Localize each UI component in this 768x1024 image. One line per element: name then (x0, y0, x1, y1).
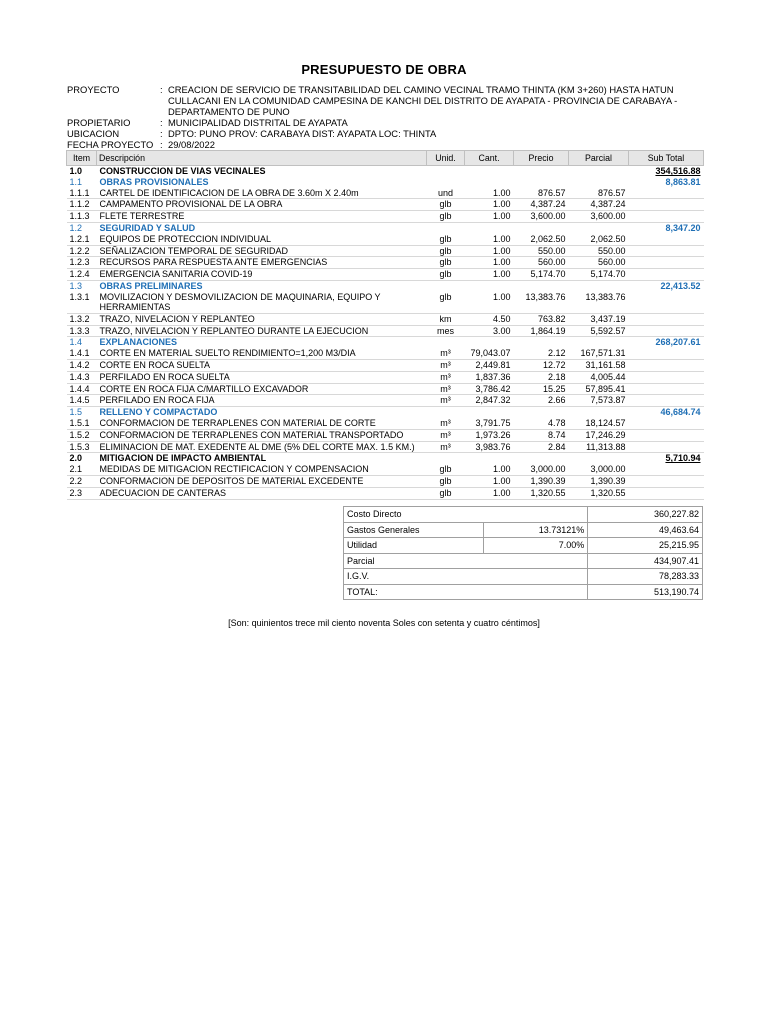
cell-item: 1.3.2 (67, 313, 97, 325)
cell-desc: CONFORMACION DE TERRAPLENES CON MATERIAL DE CORTE (97, 418, 427, 429)
cell-item: 2.1 (67, 464, 97, 475)
cell-item: 1.4.5 (67, 395, 97, 407)
cell-partial: 3,600.00 (569, 211, 629, 223)
cell-desc: EMERGENCIA SANITARIA COVID-19 (97, 269, 427, 281)
cell-price: 3,000.00 (514, 464, 569, 475)
cell-partial: 7,573.87 (569, 395, 629, 407)
cell-qty (465, 177, 514, 188)
cell-subtotal (629, 429, 704, 441)
cell-partial: 57,895.41 (569, 383, 629, 395)
cell-subtotal (629, 475, 704, 487)
cell-qty: 1.00 (465, 188, 514, 199)
cell-price: 2.18 (514, 371, 569, 383)
cell-partial: 13,383.76 (569, 292, 629, 314)
cell-partial: 3,437.19 (569, 313, 629, 325)
cell-price: 13,383.76 (514, 292, 569, 314)
cell-price (514, 337, 569, 348)
summary-pct: 7.00% (483, 538, 588, 554)
table-row (67, 441, 704, 453)
summary-body (344, 507, 703, 600)
cell-desc: TRAZO, NIVELACION Y REPLANTEO DURANTE LA EJECUCION (97, 325, 427, 337)
cell-partial (569, 407, 629, 418)
header-cant: Cant. (465, 151, 514, 166)
group-row (67, 280, 704, 291)
cell-price: 12.72 (514, 359, 569, 371)
summary-value: 360,227.82 (588, 507, 703, 523)
cell-qty (465, 453, 514, 464)
colon: : (160, 117, 163, 128)
ubicacion-row (67, 128, 707, 139)
cell-unit: m³ (427, 371, 465, 383)
cell-price: 15.25 (514, 383, 569, 395)
cell-subtotal (629, 371, 704, 383)
cell-price (514, 166, 569, 177)
cell-desc: CONFORMACION DE DEPOSITOS DE MATERIAL EXCEDENTE (97, 475, 427, 487)
cell-unit: glb (427, 487, 465, 499)
cell-qty: 2,449.81 (465, 359, 514, 371)
cell-item: 1.3 (69, 280, 83, 291)
cell-qty: 1,837.36 (465, 371, 514, 383)
cell-price (514, 453, 569, 464)
cell-subtotal (629, 313, 704, 325)
cell-unit (427, 453, 465, 464)
cell-desc: CORTE EN MATERIAL SUELTO RENDIMIENTO=1,200 M3/DIA (97, 348, 427, 359)
cell-qty: 1.00 (465, 464, 514, 475)
cell-item: 1.5 (69, 407, 83, 418)
cell-subtotal: 268,207.61 (655, 337, 701, 348)
cell-subtotal: 8,347.20 (665, 222, 701, 233)
cell-desc: MEDIDAS DE MITIGACION RECTIFICACION Y COMPENSACION (97, 464, 427, 475)
summary-value: 25,215.95 (588, 538, 703, 554)
cell-item: 1.3.3 (67, 325, 97, 337)
cell-partial: 2,062.50 (569, 234, 629, 245)
cell-item: 1.2.2 (67, 245, 97, 257)
header-precio: Precio (514, 151, 569, 166)
cell-subtotal: 354,516.88 (655, 166, 701, 176)
summary-row (344, 538, 703, 554)
cell-unit: glb (427, 234, 465, 245)
cell-subtotal: 5,710.94 (665, 453, 701, 464)
cell-desc: CORTE EN ROCA FIJA C/MARTILLO EXCAVADOR (97, 383, 427, 395)
section-row (67, 166, 704, 177)
cell-subtotal (629, 257, 704, 269)
section-row (67, 453, 704, 464)
cell-desc: RECURSOS PARA RESPUESTA ANTE EMERGENCIAS (97, 257, 427, 269)
cell-partial: 4,387.24 (569, 199, 629, 211)
cell-qty: 3,786.42 (465, 383, 514, 395)
cell-unit: m³ (427, 441, 465, 453)
table-row (67, 257, 704, 269)
summary-value: 49,463.64 (588, 522, 703, 538)
cell-item: 1.5.3 (67, 441, 97, 453)
cell-price: 560.00 (514, 257, 569, 269)
cell-unit: glb (427, 257, 465, 269)
cell-partial: 31,161.58 (569, 359, 629, 371)
cell-partial: 550.00 (569, 245, 629, 257)
summary-row (344, 584, 703, 600)
cell-price: 4.78 (514, 418, 569, 429)
summary-label: I.G.V. (344, 569, 588, 585)
cell-qty: 3,791.75 (465, 418, 514, 429)
cell-partial: 1,390.39 (569, 475, 629, 487)
cell-price: 1,320.55 (514, 487, 569, 499)
header-parcial: Parcial (569, 151, 629, 166)
cell-price: 2.66 (514, 395, 569, 407)
colon: : (160, 139, 163, 150)
cell-partial (569, 222, 629, 233)
cell-price: 8.74 (514, 429, 569, 441)
cell-unit: glb (427, 464, 465, 475)
table-row (67, 383, 704, 395)
cell-unit (427, 337, 465, 348)
group-row (67, 222, 704, 233)
cell-desc: CONFORMACION DE TERRAPLENES CON MATERIAL TRANSPORTADO (97, 429, 427, 441)
table-row (67, 359, 704, 371)
table-row (67, 292, 704, 314)
table-row (67, 269, 704, 281)
summary-value: 513,190.74 (588, 584, 703, 600)
cell-unit: m³ (427, 359, 465, 371)
table-row (67, 371, 704, 383)
cell-subtotal (629, 292, 704, 314)
cell-unit: m³ (427, 395, 465, 407)
cell-unit: glb (427, 292, 465, 314)
cell-desc: FLETE TERRESTRE (97, 211, 427, 223)
cell-desc: OBRAS PRELIMINARES (99, 280, 203, 291)
cell-partial: 167,571.31 (569, 348, 629, 359)
ubicacion-label: UBICACION (67, 128, 120, 139)
cell-item: 1.4.2 (67, 359, 97, 371)
cell-desc: ADECUACION DE CANTERAS (97, 487, 427, 499)
cell-partial: 3,000.00 (569, 464, 629, 475)
cell-partial: 11,313.88 (569, 441, 629, 453)
cell-qty: 3,983.76 (465, 441, 514, 453)
cell-qty (465, 407, 514, 418)
cell-qty (465, 337, 514, 348)
cell-item: 1.2.4 (67, 269, 97, 281)
cell-item: 1.5.1 (67, 418, 97, 429)
cell-desc: OBRAS PROVISIONALES (99, 176, 209, 187)
summary-value: 78,283.33 (588, 569, 703, 585)
cell-qty: 1.00 (465, 487, 514, 499)
budget-body (67, 166, 704, 500)
cell-unit: glb (427, 199, 465, 211)
summary-row (344, 522, 703, 538)
cell-item: 1.5.2 (67, 429, 97, 441)
cell-partial (569, 177, 629, 188)
table-row (67, 313, 704, 325)
cell-unit: glb (427, 269, 465, 281)
propietario-label: PROPIETARIO (67, 117, 131, 128)
cell-price (514, 280, 569, 291)
cell-desc: RELLENO Y COMPACTADO (99, 407, 218, 418)
table-row (67, 395, 704, 407)
cell-subtotal (629, 211, 704, 223)
proyecto-label: PROYECTO (67, 84, 120, 95)
cell-unit: m³ (427, 383, 465, 395)
cell-unit: glb (427, 211, 465, 223)
cell-desc: EQUIPOS DE PROTECCION INDIVIDUAL (97, 234, 427, 245)
cell-partial: 1,320.55 (569, 487, 629, 499)
cell-subtotal (629, 348, 704, 359)
cell-partial: 17,246.29 (569, 429, 629, 441)
amount-in-words: [Son: quinientos trece mil ciento noventa Soles con setenta y cuatro céntimos] (228, 618, 540, 628)
cell-qty (465, 166, 514, 177)
cell-subtotal: 8,863.81 (665, 176, 701, 187)
cell-qty: 4.50 (465, 313, 514, 325)
cell-partial (569, 166, 629, 177)
cell-qty: 1.00 (465, 475, 514, 487)
cell-desc: SEGURIDAD Y SALUD (99, 222, 196, 233)
cell-qty: 1.00 (465, 199, 514, 211)
summary-label: Gastos Generales (344, 522, 484, 538)
cell-subtotal (629, 269, 704, 281)
cell-partial (569, 453, 629, 464)
cell-partial: 876.57 (569, 188, 629, 199)
cell-item: 1.4 (69, 337, 83, 348)
cell-price: 763.82 (514, 313, 569, 325)
cell-price: 550.00 (514, 245, 569, 257)
page-title: PRESUPUESTO DE OBRA (301, 62, 467, 77)
cell-item: 1.1.1 (67, 188, 97, 199)
cell-qty (465, 280, 514, 291)
cell-item: 2.3 (67, 487, 97, 499)
cell-subtotal: 22,413.52 (660, 280, 701, 291)
cell-desc: SEÑALIZACION TEMPORAL DE SEGURIDAD (97, 245, 427, 257)
cell-partial: 5,592.57 (569, 325, 629, 337)
summary-table (343, 506, 703, 600)
cell-item: 1.1.2 (67, 199, 97, 211)
summary-row (344, 569, 703, 585)
summary-row (344, 553, 703, 569)
cell-price: 3,600.00 (514, 211, 569, 223)
cell-qty: 3.00 (465, 325, 514, 337)
cell-item: 1.4.3 (67, 371, 97, 383)
cell-qty: 79,043.07 (465, 348, 514, 359)
cell-subtotal (629, 188, 704, 199)
cell-item: 1.0 (69, 166, 83, 176)
summary-value: 434,907.41 (588, 553, 703, 569)
fecha-label: FECHA PROYECTO (67, 139, 154, 150)
table-row (67, 325, 704, 337)
table-header (67, 151, 704, 166)
cell-subtotal (629, 395, 704, 407)
table-row (67, 429, 704, 441)
cell-price: 1,390.39 (514, 475, 569, 487)
cell-price: 2.12 (514, 348, 569, 359)
cell-desc: PERFILADO EN ROCA SUELTA (97, 371, 427, 383)
cell-item: 1.1 (69, 176, 83, 187)
cell-subtotal (629, 464, 704, 475)
cell-item: 1.2.3 (67, 257, 97, 269)
cell-subtotal (629, 487, 704, 499)
table-row (67, 475, 704, 487)
cell-partial: 5,174.70 (569, 269, 629, 281)
cell-unit: m³ (427, 429, 465, 441)
colon: : (160, 128, 163, 139)
cell-subtotal: 46,684.74 (660, 407, 701, 418)
cell-partial: 18,124.57 (569, 418, 629, 429)
cell-qty: 1.00 (465, 292, 514, 314)
header-unid: Unid. (427, 151, 465, 166)
cell-partial: 4,005.44 (569, 371, 629, 383)
cell-desc: CAMPAMENTO PROVISIONAL DE LA OBRA (97, 199, 427, 211)
cell-price (514, 407, 569, 418)
table-row (67, 234, 704, 245)
table-row (67, 487, 704, 499)
cell-unit (427, 280, 465, 291)
cell-item: 1.2.1 (67, 234, 97, 245)
cell-price (514, 177, 569, 188)
group-row (67, 337, 704, 348)
cell-unit: glb (427, 245, 465, 257)
cell-partial: 560.00 (569, 257, 629, 269)
table-row (67, 348, 704, 359)
cell-unit (427, 177, 465, 188)
cell-item: 1.2 (69, 222, 83, 233)
cell-price: 2,062.50 (514, 234, 569, 245)
cell-item: 1.3.1 (67, 292, 97, 314)
cell-subtotal (629, 325, 704, 337)
summary-row (344, 507, 703, 523)
cell-item: 2.0 (69, 453, 83, 464)
cell-partial (569, 280, 629, 291)
cell-subtotal (629, 199, 704, 211)
cell-desc: CONSTRUCCION DE VIAS VECINALES (99, 166, 266, 176)
fecha-row (67, 139, 707, 150)
cell-price: 4,387.24 (514, 199, 569, 211)
cell-price: 1,864.19 (514, 325, 569, 337)
cell-unit: m³ (427, 418, 465, 429)
ubicacion-value: DPTO: PUNO PROV: CARABAYA DIST: AYAPATA LOC: THINTA (168, 128, 437, 139)
cell-unit (427, 407, 465, 418)
table-row (67, 211, 704, 223)
cell-qty: 2,847.32 (465, 395, 514, 407)
cell-item: 1.4.1 (67, 348, 97, 359)
summary-label: TOTAL: (344, 584, 588, 600)
cell-subtotal (629, 418, 704, 429)
cell-desc: PERFILADO EN ROCA FIJA (97, 395, 427, 407)
budget-table (66, 150, 704, 500)
project-metadata (67, 84, 707, 150)
table-row (67, 245, 704, 257)
table-row (67, 199, 704, 211)
header-subtotal: Sub Total (629, 151, 704, 166)
cell-desc: CORTE EN ROCA SUELTA (97, 359, 427, 371)
cell-price: 5,174.70 (514, 269, 569, 281)
propietario-value: MUNICIPALIDAD DISTRITAL DE AYAPATA (168, 117, 348, 128)
cell-qty: 1.00 (465, 257, 514, 269)
cell-subtotal (629, 245, 704, 257)
cell-subtotal (629, 441, 704, 453)
cell-desc: EXPLANACIONES (99, 337, 178, 348)
header-descripcion: Descripción (97, 151, 427, 166)
cell-price: 876.57 (514, 188, 569, 199)
cell-qty: 1.00 (465, 211, 514, 223)
summary-pct: 13.73121% (483, 522, 588, 538)
summary-label: Utilidad (344, 538, 484, 554)
cell-subtotal (629, 383, 704, 395)
cell-price (514, 222, 569, 233)
cell-unit (427, 166, 465, 177)
fecha-value: 29/08/2022 (168, 139, 215, 150)
cell-price: 2.84 (514, 441, 569, 453)
cell-desc: TRAZO, NIVELACION Y REPLANTEO (97, 313, 427, 325)
colon: : (160, 84, 163, 95)
cell-desc: MOVILIZACION Y DESMOVILIZACION DE MAQUINARIA, EQUIPO Y HERRAMIENTAS (97, 292, 427, 314)
cell-unit: und (427, 188, 465, 199)
cell-subtotal (629, 234, 704, 245)
cell-unit: mes (427, 325, 465, 337)
cell-item: 1.4.4 (67, 383, 97, 395)
cell-qty: 1.00 (465, 245, 514, 257)
cell-unit: km (427, 313, 465, 325)
cell-desc: MITIGACION DE IMPACTO AMBIENTAL (99, 453, 267, 464)
cell-item: 1.1.3 (67, 211, 97, 223)
cell-qty (465, 222, 514, 233)
proyecto-value: CREACION DE SERVICIO DE TRANSITABILIDAD DEL CAMINO VECINAL TRAMO THINTA (KM 3+260) HASTA HATUN CULLACANI EN LA COMUNIDAD CAMPESINA DE KANCHI DEL DISTRITO DE AYAPATA - PROVINCIA DE CARABAYA - DEPARTAMENTO DE PUNO (168, 84, 678, 117)
cell-desc: CARTEL DE IDENTIFICACION DE LA OBRA DE 3.60m X 2.40m (97, 188, 427, 199)
summary-label: Parcial (344, 553, 588, 569)
cell-item: 2.2 (67, 475, 97, 487)
propietario-row (67, 117, 707, 128)
cell-qty: 1,973.26 (465, 429, 514, 441)
cell-unit: m³ (427, 348, 465, 359)
cell-subtotal (629, 359, 704, 371)
group-row (67, 407, 704, 418)
cell-qty: 1.00 (465, 269, 514, 281)
cell-desc: ELIMINACION DE MAT. EXEDENTE AL DME (5% DEL CORTE MAX. 1.5 KM.) (97, 441, 427, 453)
group-row (67, 177, 704, 188)
table-row (67, 418, 704, 429)
cell-unit: glb (427, 475, 465, 487)
table-row (67, 464, 704, 475)
cell-partial (569, 337, 629, 348)
proyecto-row (67, 84, 707, 117)
table-row (67, 188, 704, 199)
summary-label: Costo Directo (344, 507, 588, 523)
cell-qty: 1.00 (465, 234, 514, 245)
header-item: Item (67, 151, 97, 166)
cell-unit (427, 222, 465, 233)
